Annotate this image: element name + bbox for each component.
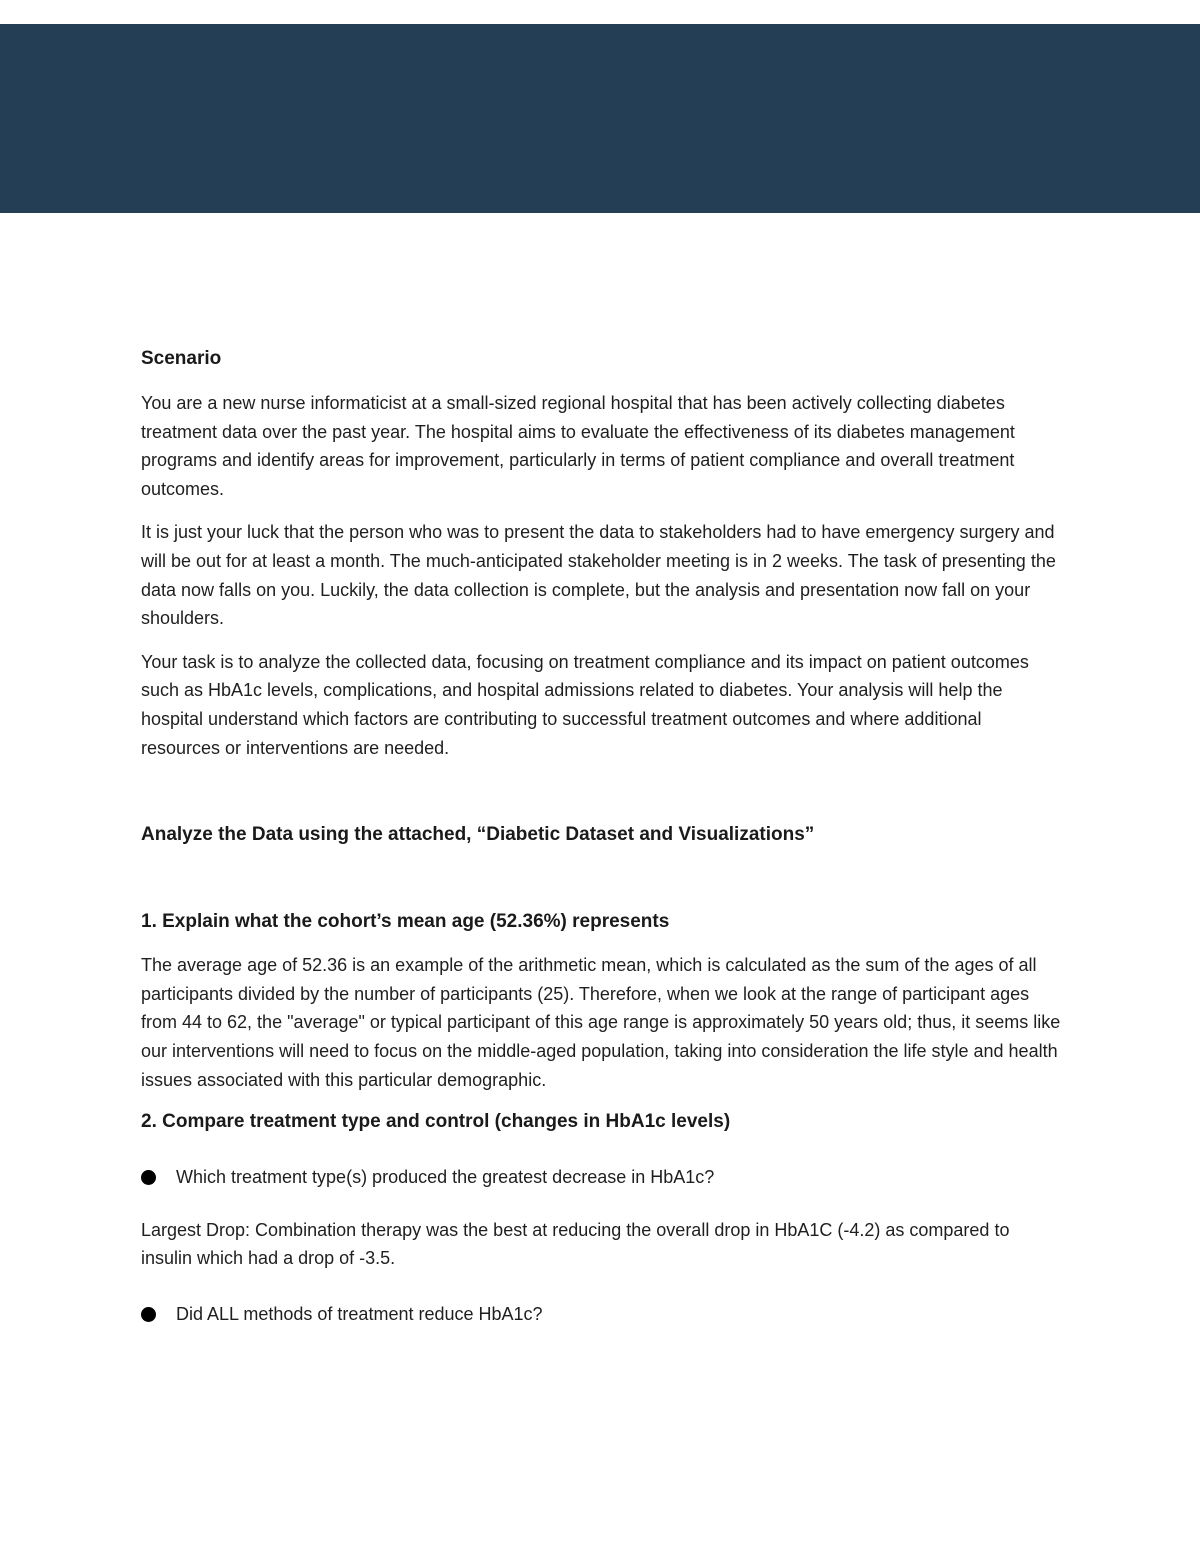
bullet-dot-icon [141, 1307, 156, 1322]
scenario-heading: Scenario [141, 348, 222, 369]
scenario-paragraph-1: You are a new nurse informaticist at a small-sized regional hospital that has been actively collecting diabetes treatment data over the past year. The hospital aims to evaluate the effectiveness of its diabetes management programs and identify areas for improvement, particularly in terms of patient compliance and overall treatment outcomes. [141, 393, 1015, 499]
bullet-dot-icon [141, 1170, 156, 1185]
analyze-heading: Analyze the Data using the attached, “Diabetic Dataset and Visualizations” [141, 824, 815, 846]
header-band [0, 24, 1200, 213]
question-1-answer: The average age of 52.36 is an example of the arithmetic mean, which is calculated as the sum of the ages of all participants divided by the number of participants (25). Therefore, when we look at the range of participant ages from 44 to 62, the "average" or typical participant of this age range is approximately 50 years old; thus, it seems like our interventions will need to focus on the middle-aged population, taking into consideration the life style and health issues associated with this particular demographic. [141, 955, 1061, 1090]
question-2-bullet-1 [141, 1163, 1061, 1192]
scenario-paragraph-2: It is just your luck that the person who was to present the data to stakeholders had to have emergency surgery and will be out for at least a month. The much-anticipated stakeholder meeting is in 2 weeks. The task of presenting the data now falls on you. Luckily, the data collection is complete, but the analysis and presentation now fall on your shoulders. [141, 522, 1056, 629]
question-2-bullet-1-text: Which treatment type(s) produced the greatest decrease in HbA1c? [176, 1167, 715, 1188]
question-2-heading: 2. Compare treatment type and control (changes in HbA1c levels) [141, 1111, 731, 1133]
document-body [141, 346, 1061, 1328]
scenario-paragraph-3: Your task is to analyze the collected data, focusing on treatment compliance and its impact on patient outcomes such as HbA1c levels, complications, and hospital admissions related to diabetes. Your analysis will help the hospital understand which factors are contributing to successful treatment outcomes and where additional resources or interventions are needed. [141, 651, 1029, 758]
question-2-bullet-2-text: Did ALL methods of treatment reduce HbA1c? [176, 1303, 543, 1324]
question-2-bullet-2 [141, 1300, 1061, 1329]
question-1-heading: 1. Explain what the cohort’s mean age (52.36%) represents [141, 911, 670, 933]
question-2-answer-1: Largest Drop: Combination therapy was the best at reducing the overall drop in HbA1C (-4.2) as compared to insulin which had a drop of -3.5. [141, 1219, 1010, 1269]
